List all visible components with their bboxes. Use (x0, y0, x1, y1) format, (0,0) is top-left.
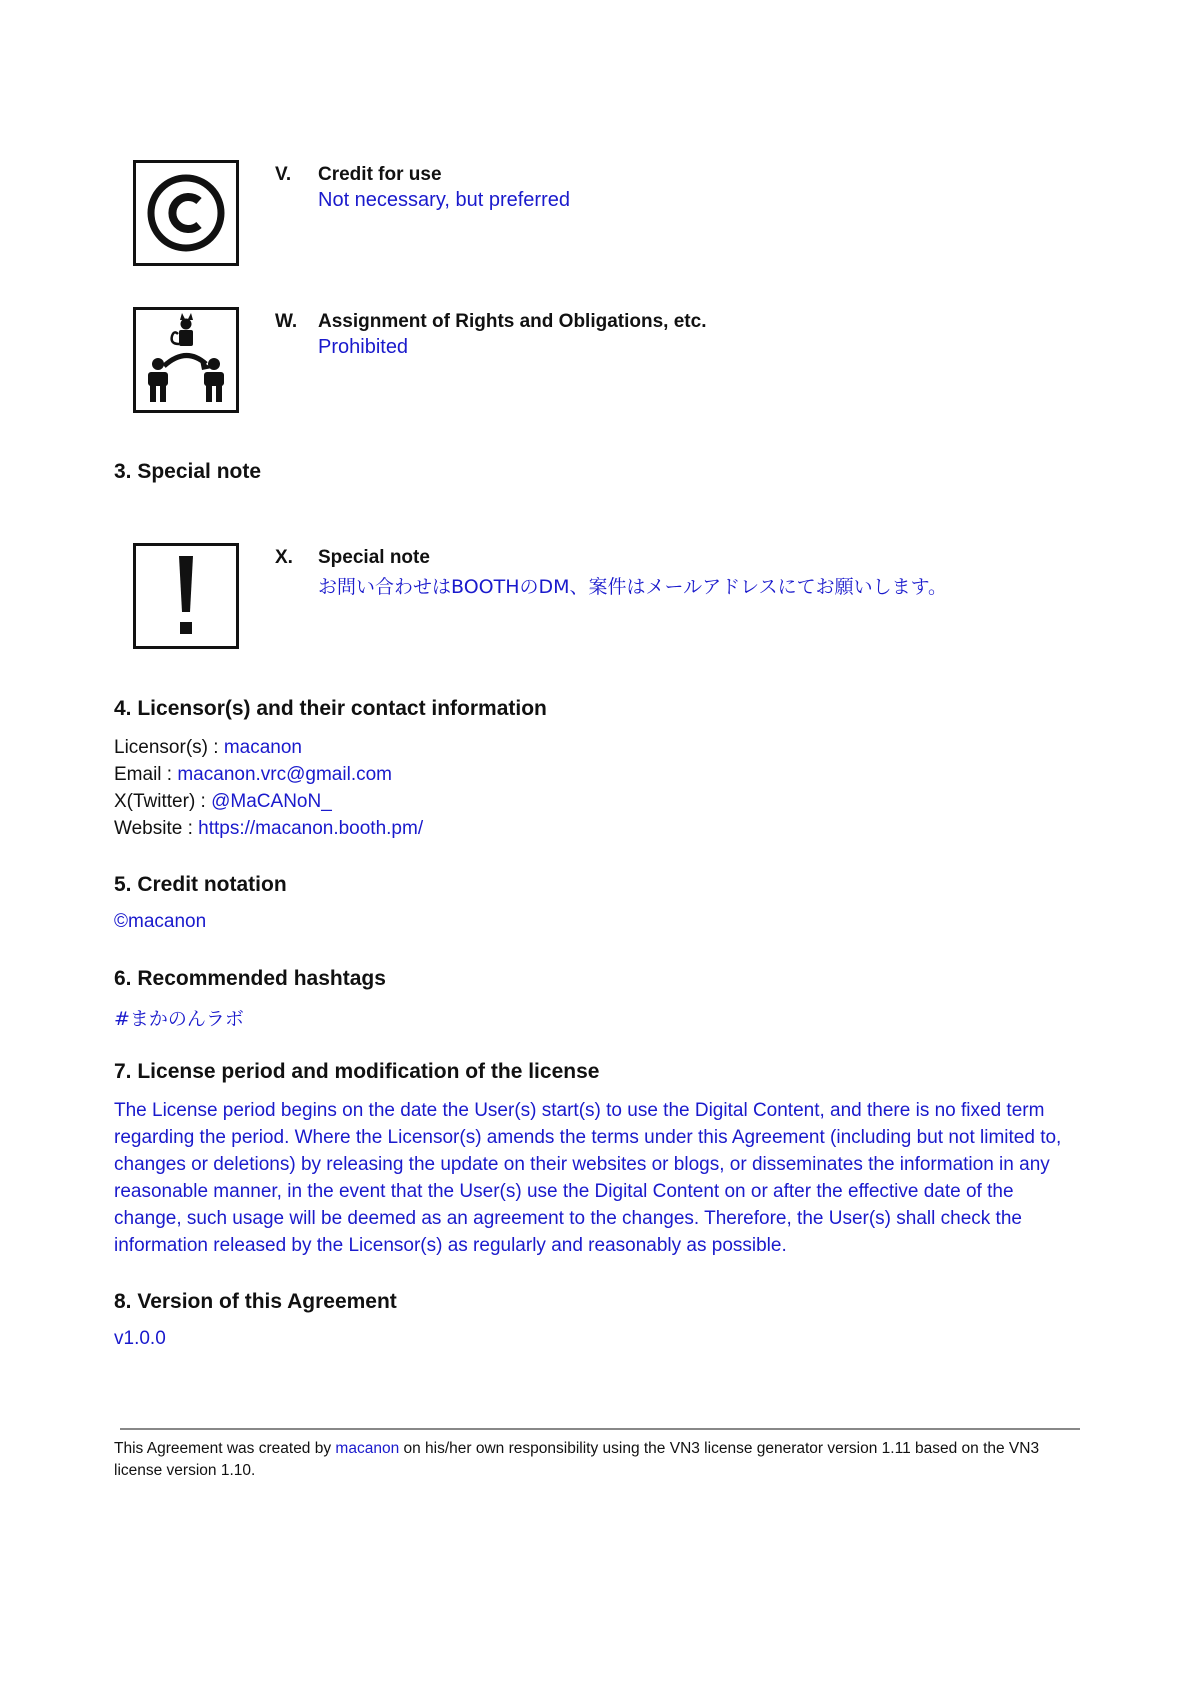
licensor-label: Licensor(s) : (114, 737, 224, 758)
copyright-icon (133, 160, 239, 266)
period-text: The License period begins on the date the User(s) start(s) to use the Digital Content, and there is no fixed term regarding the period. Where the Licensor(s) amends the terms under this Agreement (including but not limited to, changes or deletions) by releasing the update on their websites or blogs, or disseminates the information in any reasonable manner, in the event that the User(s) use the Digital Content on or after the effective date of the change, such usage will be deemed as an agreement to the changes. Therefore, the User(s) shall check the information released by the Licensor(s) as regularly and reasonably as possible. (114, 1100, 1062, 1256)
section-heading-credit: 5. Credit notation (114, 873, 287, 896)
item-special-note (133, 543, 1093, 655)
item-title: Assignment of Rights and Obligations, etc. (318, 311, 707, 332)
exclamation-icon (133, 543, 239, 649)
section-heading-version: 8. Version of this Agreement (114, 1290, 397, 1313)
twitter-label: X(Twitter) : (114, 791, 212, 812)
version-value: v1.0.0 (114, 1328, 166, 1349)
footer-divider (120, 1428, 1080, 1430)
footer-suffix: on his/her own responsibility using the VN3 license generator version 1.11 based on the VN3 license version 1.10. (114, 1440, 1040, 1479)
website-link[interactable]: https://macanon.booth.pm/ (198, 818, 424, 839)
hashtag: #まかのんラボ (114, 1008, 244, 1030)
item-credit-for-use (133, 160, 1093, 272)
email-label: Email : (114, 764, 178, 785)
item-value: Prohibited (318, 336, 409, 358)
section-heading-licensor: 4. Licensor(s) and their contact information (114, 697, 547, 720)
footer-prefix: This Agreement was created by (114, 1440, 336, 1457)
item-value: お問い合わせはBOOTHのDM、案件はメールアドレスにてお願いします。 (318, 576, 948, 598)
email-line (114, 764, 392, 786)
rights-transfer-icon (133, 307, 239, 413)
licensor-line (114, 737, 302, 759)
item-letter: X. (275, 547, 293, 568)
item-value: Not necessary, but preferred (318, 189, 570, 211)
licensor-value: macanon (223, 737, 302, 758)
twitter-line (114, 791, 332, 813)
section-heading-special-note: 3. Special note (114, 460, 262, 483)
item-letter: V. (275, 164, 292, 185)
footer-text (114, 1438, 1084, 1482)
item-letter: W. (275, 311, 298, 332)
footer-author-link[interactable]: macanon (335, 1440, 400, 1457)
item-assignment-of-rights (133, 307, 1093, 419)
credit-notation: ©macanon (114, 911, 207, 932)
item-title: Special note (318, 547, 430, 568)
website-label: Website : (114, 818, 199, 839)
twitter-link[interactable]: @MaCANoN_ (211, 791, 332, 812)
item-title: Credit for use (318, 164, 442, 185)
section-heading-period: 7. License period and modification of the license (114, 1060, 600, 1083)
section-heading-hashtags: 6. Recommended hashtags (114, 967, 386, 990)
email-link[interactable]: macanon.vrc@gmail.com (177, 764, 392, 785)
website-line (114, 818, 423, 840)
